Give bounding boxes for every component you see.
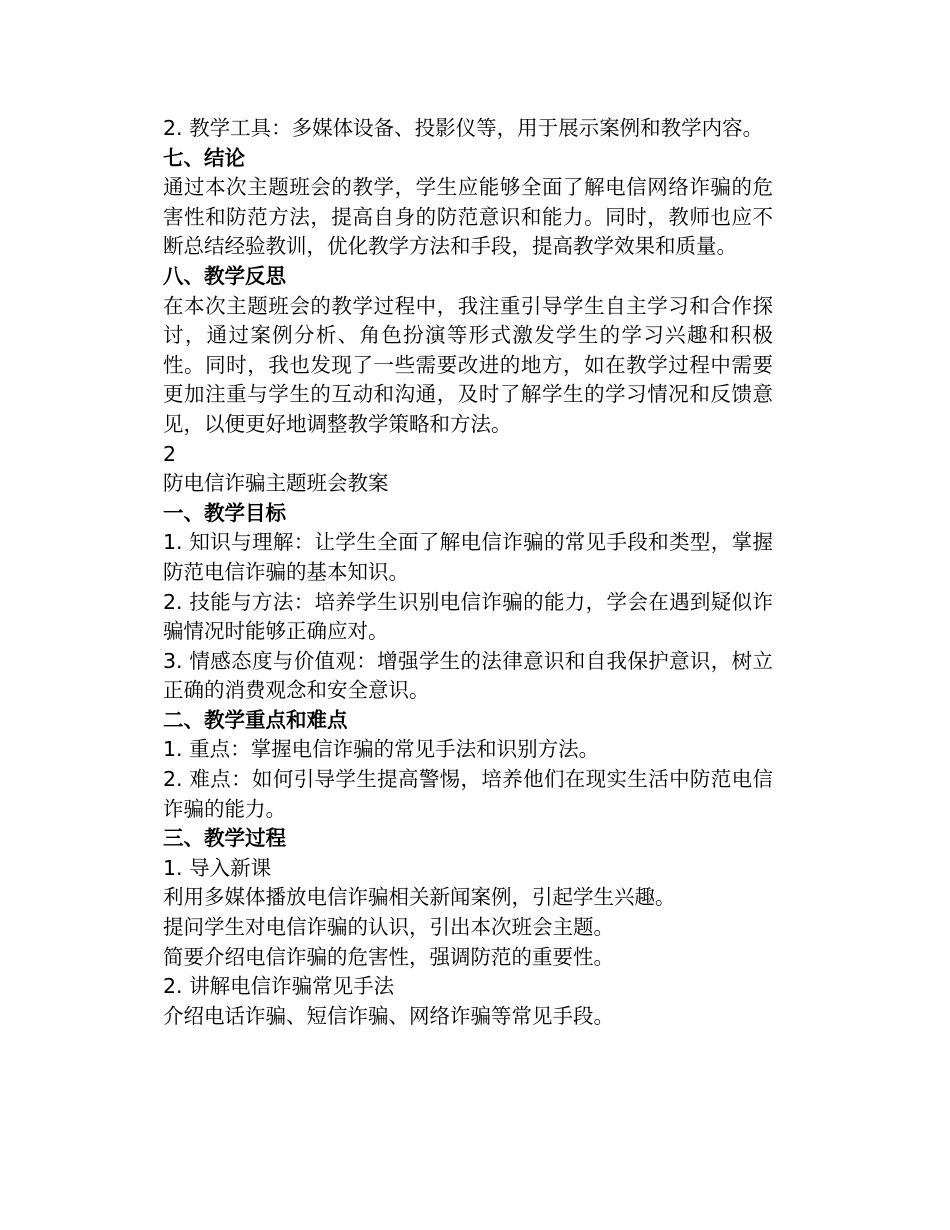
- paragraph: 提问学生对电信诈骗的认识，引出本次班会主题。: [163, 915, 614, 940]
- paragraph: 2. 教学工具：多媒体设备、投影仪等，用于展示案例和教学内容。: [163, 116, 764, 140]
- section-heading-process: 三、教学过程: [163, 826, 286, 851]
- paragraph: 1. 重点：掌握电信诈骗的常见手法和识别方法。: [163, 737, 600, 762]
- paragraph: 通过本次主题班会的教学，学生应能够全面了解电信网络诈骗的危害性和防范方法，提高自身的防范意识和能力。同时，教师也应不断总结经验教训，优化教学方法和手段，提高教学效果和质量。: [163, 175, 773, 259]
- paragraph: 1. 导入新课: [163, 855, 272, 880]
- document-number: 2: [163, 441, 177, 466]
- paragraph: 2. 讲解电信诈骗常见手法: [163, 974, 395, 999]
- document-page: [163, 114, 773, 1031]
- section-heading-objectives: 一、教学目标: [163, 500, 286, 525]
- paragraph: 介绍电话诈骗、短信诈骗、网络诈骗等常见手段。: [163, 1003, 614, 1028]
- paragraph: 利用多媒体播放电信诈骗相关新闻案例，引起学生兴趣。: [163, 885, 676, 910]
- section-heading-conclusion: 七、结论: [163, 145, 245, 170]
- paragraph: 2. 技能与方法：培养学生识别电信诈骗的能力，学会在遇到疑似诈骗情况时能够正确应对。: [163, 589, 773, 644]
- section-heading-reflection: 八、教学反思: [163, 263, 286, 288]
- paragraph: 3. 情感态度与价值观：增强学生的法律意识和自我保护意识，树立正确的消费观念和安全意识。: [163, 648, 773, 703]
- document-title: 防电信诈骗主题班会教案: [163, 471, 389, 496]
- paragraph: 简要介绍电信诈骗的危害性，强调防范的重要性。: [163, 944, 614, 969]
- paragraph: 在本次主题班会的教学过程中，我注重引导学生自主学习和合作探讨，通过案例分析、角色扮演等形式激发学生的学习兴趣和积极性。同时，我也发现了一些需要改进的地方，如在教学过程中需要更加注重与学生的互动和沟通，及时了解学生的学习情况和反馈意见，以便更好地调整教学策略和方法。: [163, 293, 773, 436]
- section-heading-key-points: 二、教学重点和难点: [163, 707, 348, 732]
- paragraph: 1. 知识与理解：让学生全面了解电信诈骗的常见手段和类型，掌握防范电信诈骗的基本知识。: [163, 530, 773, 584]
- paragraph: 2. 难点：如何引导学生提高警惕，培养他们在现实生活中防范电信诈骗的能力。: [163, 767, 773, 821]
